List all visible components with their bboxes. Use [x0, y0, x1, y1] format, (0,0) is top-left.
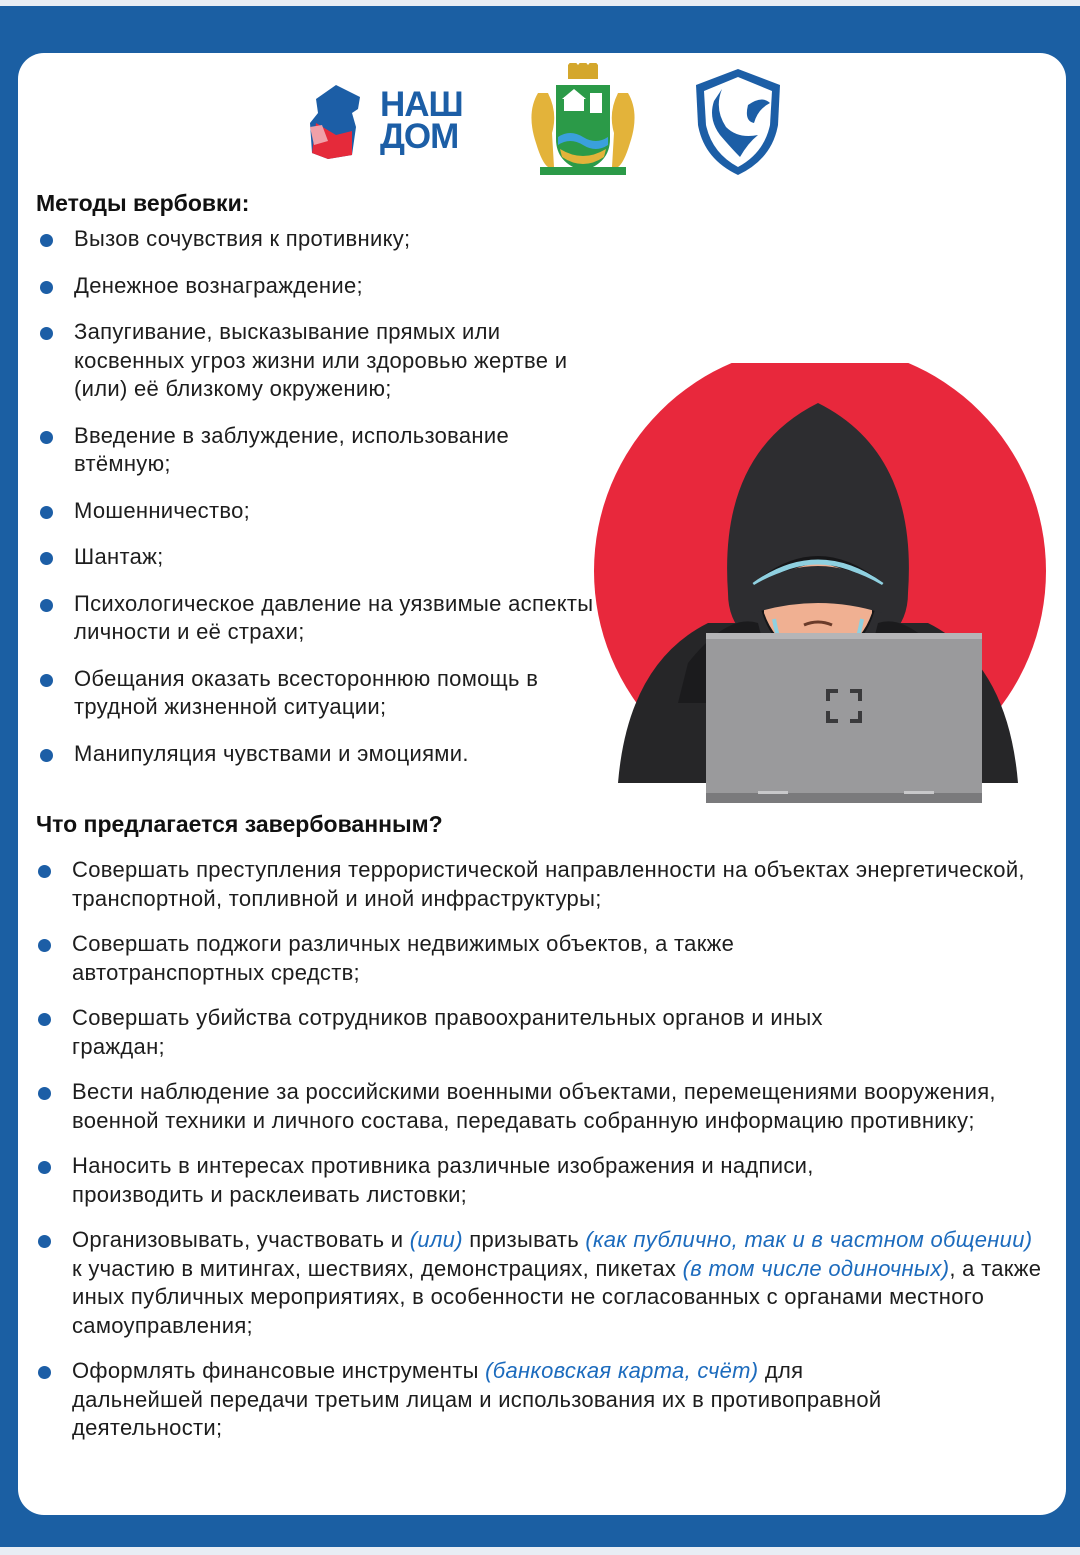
hooded-hacker-illustration	[578, 363, 1058, 813]
bottom-border	[0, 1547, 1080, 1555]
list-item: Психологическое давление на уязвимые аспекты личности и её страхи;	[38, 590, 598, 647]
list-item: Запугивание, высказывание прямых или косвенных угроз жизни или здоровью жертве и (или) её близкому окружению;	[38, 318, 598, 404]
region-map-icon	[308, 83, 368, 163]
shield-dove-icon	[692, 65, 784, 179]
list-item: Наносить в интересах противника различные изображения и надписи, производить и расклеивать листовки;	[36, 1152, 1046, 1209]
item-text: для дальнейшей передачи третьим лицам и использования их в противоправной деятельности;	[72, 1358, 882, 1440]
item-text: к участию в митингах, шествиях, демонстрациях, пикетах	[72, 1255, 683, 1281]
section-title-offers: Что предлагается завербованным?	[36, 811, 443, 837]
list-item: Вызов сочувствия к противнику;	[38, 225, 598, 254]
info-card	[18, 53, 1066, 1515]
list-item	[36, 1226, 1046, 1340]
nash-dom-line1: НАШ	[380, 85, 463, 124]
recruitment-methods-list	[38, 225, 598, 768]
item-text: , а также иных публичных мероприятиях, в особенности не согласованных с органами местного самоуправления;	[72, 1255, 1042, 1338]
list-item: Денежное вознаграждение;	[38, 272, 598, 301]
list-item	[36, 1357, 1046, 1443]
city-coat-of-arms-icon	[518, 63, 648, 179]
list-item: Мошенничество;	[38, 497, 598, 526]
logo-strip	[18, 53, 1066, 183]
offers-list	[36, 856, 1046, 1443]
list-item: Манипуляция чувствами и эмоциями.	[38, 740, 598, 769]
list-item: Вести наблюдение за российскими военными объектами, перемещениями вооружения, военной техники и личного состава, передавать собранную информацию противнику;	[36, 1078, 1046, 1135]
list-item: Совершать убийства сотрудников правоохранительных органов и иных граждан;	[36, 1004, 1046, 1061]
item-text: призывать	[462, 1227, 586, 1252]
highlight-text: (банковская карта, счёт)	[485, 1358, 759, 1383]
item-text: Оформлять финансовые инструменты	[72, 1358, 486, 1383]
list-item: Введение в заблуждение, использование втёмную;	[38, 422, 598, 479]
list-item: Обещания оказать всестороннюю помощь в трудной жизненной ситуации;	[38, 665, 598, 722]
list-item: Шантаж;	[38, 543, 598, 572]
section-title-recruitment-methods: Методы вербовки:	[36, 190, 250, 216]
highlight-text: (в том числе одиночных)	[682, 1255, 950, 1281]
highlight-text: (как публично, так и в частном общении)	[585, 1227, 1033, 1252]
item-text: Организовывать, участвовать и	[72, 1227, 410, 1252]
list-item: Совершать поджоги различных недвижимых объектов, а также автотранспортных средств;	[36, 930, 1046, 987]
nash-dom-line2: ДОМ	[380, 117, 459, 156]
nash-dom-logo	[308, 83, 478, 163]
highlight-text: (или)	[409, 1227, 463, 1252]
top-border	[0, 0, 1080, 6]
list-item: Совершать преступления террористической направленности на объектах энергетической, транспортной, топливной и иной инфраструктуры;	[36, 856, 1046, 913]
